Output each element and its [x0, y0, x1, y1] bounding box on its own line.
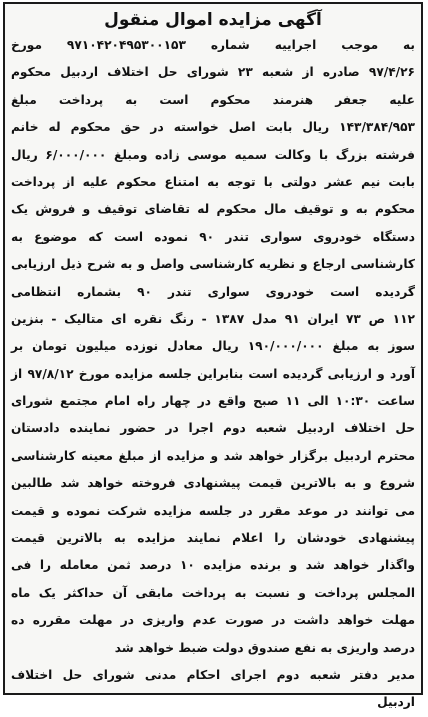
notice-line: گردیده است خودروی سواری تندر ۹۰ بشماره انتظامی: [11, 284, 415, 299]
notice-line: ۹۷/۴/۲۶ صادره از شعبه ۲۳ شورای حل اختلاف اردبیل محکوم: [11, 65, 415, 80]
notice-line: بابت نیم عشر دولتی با توجه به امتناع محکوم علیه از پرداخت: [11, 174, 415, 189]
notice-line: علیه جعفر هنرمند محکوم است به پرداخت مبلغ: [11, 92, 415, 107]
notice-line: درصد واریزی به نفع صندوق دولت ضبط خواهد شد: [114, 640, 415, 655]
notice-signature-city: اردبیل: [377, 695, 415, 710]
notice-line: حل اختلاف اردبیل شعبه دوم اجرا در حضور نماینده دادستان: [11, 421, 415, 436]
notice-line: ۱۱۲ ص ۷۳ ایران ۹۱ مدل ۱۳۸۷ - رنگ نقره ای متالیک - بنزین: [11, 311, 415, 326]
notice-line: ۱۴۳/۳۸۴/۹۵۳ ریال بابت اصل خواسته در حق محکوم له خانم: [11, 120, 415, 135]
notice-line: می توانند در موعد مقرر در جلسه مزایده شرکت نموده و قیمت: [11, 503, 415, 518]
auction-notice: [3, 2, 423, 710]
notice-title: آگهی مزایده اموال منقول: [104, 10, 322, 30]
notice-line: پیشنهادی خودشان را اعلام نمایند مزایده به بالاترین قیمت: [11, 531, 415, 546]
notice-line: دستگاه خودروی سواری تندر ۹۰ نموده است که موضوع به: [11, 229, 415, 244]
notice-body: [5, 32, 421, 717]
notice-line: به موجب اجراییه شماره ۹۷۱۰۴۲۰۴۹۵۳۰۰۱۵۳ مورخ: [11, 38, 416, 52]
notice-line: المجلس پرداخت و نسبت به پرداخت مابقی آن حداکثر یک ماه: [11, 585, 415, 600]
notice-line: کارشناسی ارجاع و نظریه کارشناسی واصل و به شرح ذیل ارزیابی: [11, 257, 415, 272]
notice-line: آورد و ارزیابی گردیده است بنابراین جلسه مزایده مورخ ۹۷/۸/۱۲ از: [11, 366, 416, 381]
notice-line: سوز به مبلغ ۱۹۰/۰۰۰/۰۰۰ ریال معادل نوزده میلیون تومان بر: [11, 339, 415, 354]
notice-signature-line: مدیر دفتر شعبه دوم اجرای احکام مدنی شورای حل اختلاف: [11, 667, 415, 682]
notice-line: واگذار خواهد شد و برنده مزایده ۱۰ درصد ثمن معامله را فی: [11, 558, 416, 573]
notice-line: شروع و به بالاترین قیمت پیشنهادی فروخته خواهد شد طالبین: [11, 476, 415, 491]
notice-line: محترم اردبیل برگزار خواهد شد و مزایده از مبلغ معینه کارشناسی: [11, 448, 415, 463]
notice-line: فرشته بزرگ با وکالت سمیه موسی زاده ومبلغ ۶/۰۰۰/۰۰۰ ریال: [11, 147, 415, 162]
notice-line: محکوم به و توقیف مال محکوم له تقاضای توقیف و فروش یک: [11, 202, 415, 217]
notice-line: مهلت خواهد داشت در صورت عدم واریزی در مهلت مقرره ده: [11, 613, 415, 628]
notice-line: ساعت ۱۰:۳۰ الی ۱۱ صبح واقع در چهار راه امام مجتمع شورای: [11, 394, 415, 409]
